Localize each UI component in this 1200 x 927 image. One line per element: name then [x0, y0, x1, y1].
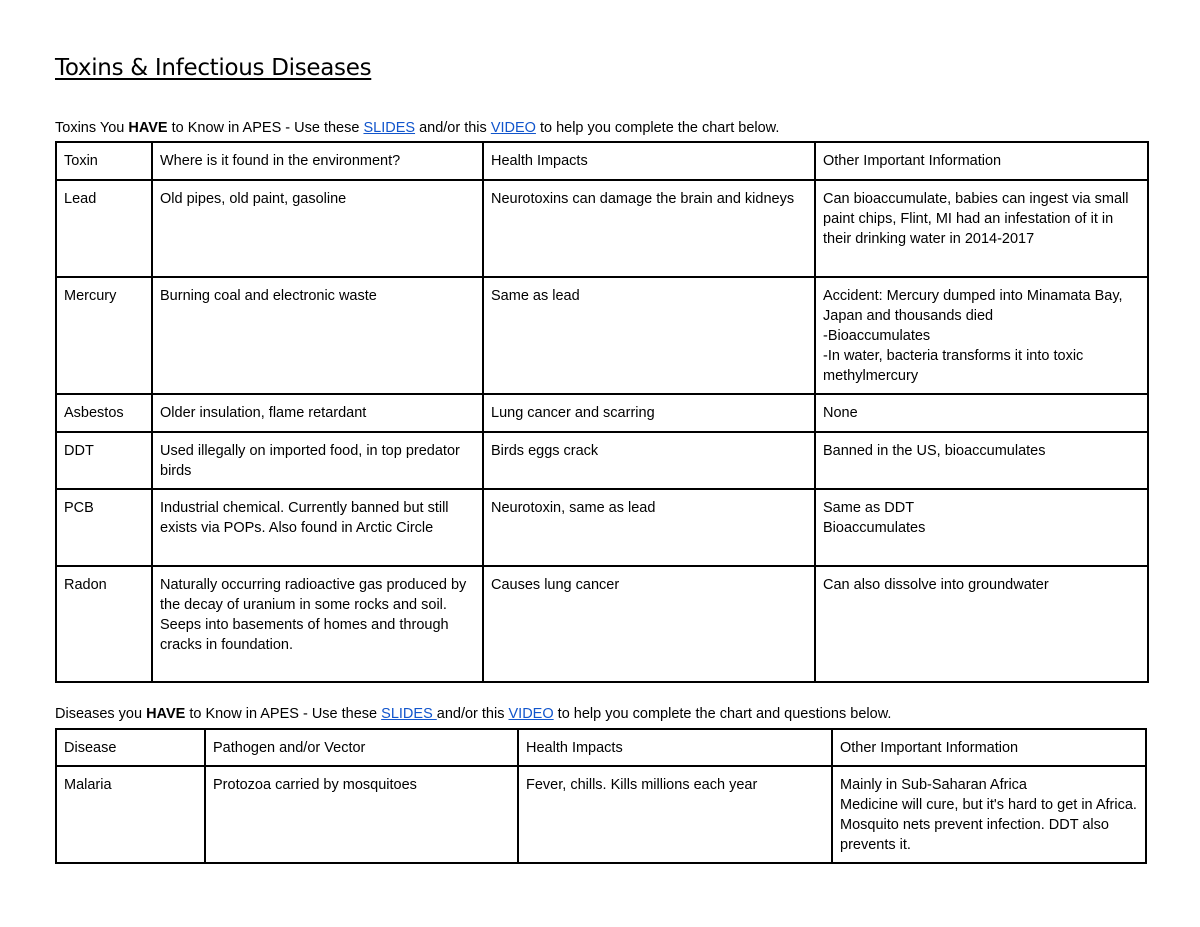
table-header-row — [56, 729, 1146, 766]
table-cell: Neurotoxins can damage the brain and kidneys — [483, 180, 815, 277]
table-row — [56, 566, 1148, 682]
table-cell: None — [815, 394, 1148, 432]
diseases-intro-prefix: Diseases you — [55, 706, 147, 722]
table-cell: Burning coal and electronic waste — [152, 277, 483, 394]
table-cell: Mainly in Sub-Saharan Africa Medicine will cure, but it's hard to get in Africa. Mosquito nets prevent infection. DDT also prevents it. — [832, 766, 1146, 863]
diseases-slides-link[interactable]: SLIDES — [381, 706, 437, 722]
table-cell: Used illegally on imported food, in top predator birds — [152, 432, 483, 489]
toxin-name-cell: Lead — [56, 180, 152, 277]
table-header-row — [56, 142, 1148, 180]
diseases-intro-emphasis: HAVE — [146, 706, 186, 722]
toxin-name-cell: Radon — [56, 566, 152, 682]
table-cell: Protozoa carried by mosquitoes — [205, 766, 518, 863]
table-cell: Can also dissolve into groundwater — [815, 566, 1148, 682]
table-row — [56, 489, 1148, 566]
diseases-video-link[interactable]: VIDEO — [508, 706, 554, 722]
table-cell: Neurotoxin, same as lead — [483, 489, 815, 566]
page-title: Toxins & Infectious Diseases — [55, 55, 372, 81]
toxins-slides-link[interactable]: SLIDES — [363, 120, 416, 136]
diseases-intro-middle: to Know in APES - Use these — [185, 706, 382, 722]
table-cell: Same as DDT Bioaccumulates — [815, 489, 1148, 566]
table-row — [56, 394, 1148, 432]
table-cell: Same as lead — [483, 277, 815, 394]
disease-name-cell: Malaria — [56, 766, 205, 863]
toxin-name-cell: DDT — [56, 432, 152, 489]
header-cell: Health Impacts — [518, 729, 832, 766]
toxins-table — [55, 141, 1149, 683]
diseases-instructions — [55, 706, 891, 722]
toxin-name-cell: Mercury — [56, 277, 152, 394]
table-cell: Lung cancer and scarring — [483, 394, 815, 432]
toxins-intro-between: and/or this — [415, 120, 491, 136]
diseases-intro-between: and/or this — [436, 706, 509, 722]
toxins-intro-prefix: Toxins You — [55, 120, 129, 136]
toxins-intro-emphasis: HAVE — [128, 120, 168, 136]
toxins-instructions — [55, 120, 779, 136]
toxin-name-cell: PCB — [56, 489, 152, 566]
table-row — [56, 766, 1146, 863]
toxins-intro-middle: to Know in APES - Use these — [167, 120, 364, 136]
header-cell: Other Important Information — [815, 142, 1148, 180]
header-cell: Other Important Information — [832, 729, 1146, 766]
toxins-intro-suffix: to help you complete the chart below. — [535, 120, 780, 136]
toxin-name-cell: Asbestos — [56, 394, 152, 432]
table-row — [56, 277, 1148, 394]
table-cell: Birds eggs crack — [483, 432, 815, 489]
table-cell: Banned in the US, bioaccumulates — [815, 432, 1148, 489]
table-cell: Accident: Mercury dumped into Minamata Bay, Japan and thousands died -Bioaccumulates -In water, bacteria transforms it into toxic methylmercury — [815, 277, 1148, 394]
table-row — [56, 432, 1148, 489]
table-cell: Industrial chemical. Currently banned but still exists via POPs. Also found in Arctic Circle — [152, 489, 483, 566]
diseases-intro-suffix: to help you complete the chart and questions below. — [553, 706, 892, 722]
header-cell: Toxin — [56, 142, 152, 180]
header-cell: Health Impacts — [483, 142, 815, 180]
table-cell: Naturally occurring radioactive gas produced by the decay of uranium in some rocks and soil. Seeps into basements of homes and through cracks in foundation. — [152, 566, 483, 682]
table-cell: Old pipes, old paint, gasoline — [152, 180, 483, 277]
table-cell: Older insulation, flame retardant — [152, 394, 483, 432]
header-cell: Disease — [56, 729, 205, 766]
table-cell: Fever, chills. Kills millions each year — [518, 766, 832, 863]
table-cell: Causes lung cancer — [483, 566, 815, 682]
table-row — [56, 180, 1148, 277]
toxins-video-link[interactable]: VIDEO — [490, 120, 536, 136]
diseases-table — [55, 728, 1147, 864]
header-cell: Where is it found in the environment? — [152, 142, 483, 180]
table-cell: Can bioaccumulate, babies can ingest via small paint chips, Flint, MI had an infestation of it in their drinking water in 2014-2017 — [815, 180, 1148, 277]
header-cell: Pathogen and/or Vector — [205, 729, 518, 766]
